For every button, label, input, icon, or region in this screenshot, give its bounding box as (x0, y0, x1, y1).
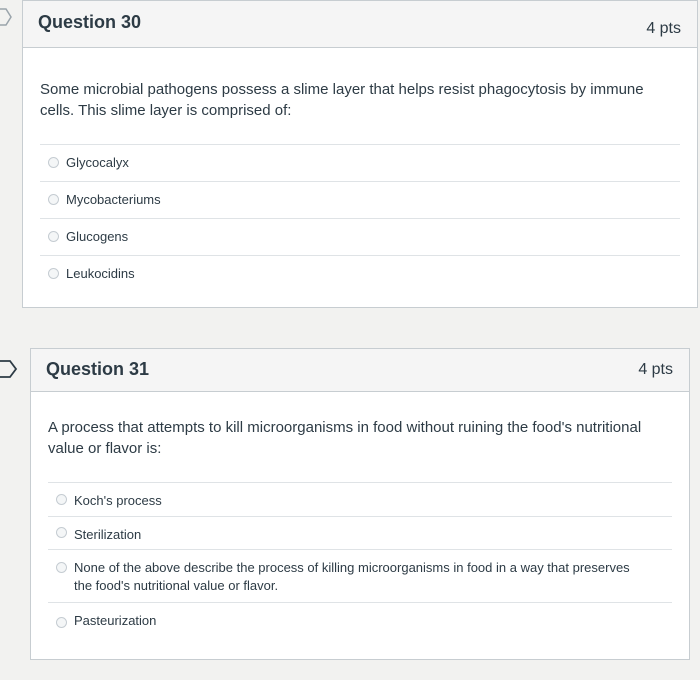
answer-option[interactable] (40, 181, 680, 218)
question-title: Question 31 (46, 359, 150, 379)
radio-icon[interactable] (56, 617, 67, 628)
question-text: A process that attempts to kill microorganisms in food without ruining the food's nutritional value or flavor is: (48, 419, 642, 457)
question-card (30, 348, 690, 660)
radio-icon[interactable] (48, 157, 59, 168)
radio-icon[interactable] (56, 562, 67, 573)
answer-option[interactable] (40, 218, 680, 255)
question-header (31, 349, 689, 392)
answer-option[interactable] (40, 255, 680, 292)
answer-label[interactable]: Glucogens (66, 229, 129, 244)
answer-option[interactable] (48, 516, 672, 549)
answer-label[interactable]: Glycocalyx (66, 155, 129, 170)
answer-list (40, 144, 680, 292)
question-points: 4 pts (646, 20, 681, 37)
answer-list (48, 482, 672, 642)
answer-label[interactable]: Koch's process (74, 493, 162, 508)
question-card (22, 0, 698, 308)
answer-option[interactable] (48, 482, 672, 516)
radio-icon[interactable] (48, 194, 59, 205)
question-header (23, 1, 697, 48)
radio-icon[interactable] (56, 527, 67, 538)
radio-icon[interactable] (48, 231, 59, 242)
radio-icon[interactable] (56, 494, 67, 505)
answer-option[interactable] (48, 549, 672, 602)
answer-label[interactable]: Pasteurization (74, 613, 157, 628)
answer-option[interactable] (40, 144, 680, 181)
question-title: Question 30 (38, 12, 142, 32)
answer-label[interactable]: Sterilization (74, 527, 142, 542)
question-marker-icon (0, 8, 18, 26)
question-text: Some microbial pathogens possess a slime layer that helps resist phagocytosis by immune cells. This slime layer is comprised of: (40, 81, 644, 119)
answer-label[interactable]: None of the above describe the process of killing microorganisms in food in a way that preserves the food's nutritional value or flavor. (74, 560, 630, 593)
answer-label[interactable]: Mycobacteriums (66, 192, 161, 207)
question-points: 4 pts (638, 361, 673, 378)
answer-label[interactable]: Leukocidins (66, 266, 135, 281)
question-marker-icon (0, 360, 18, 378)
radio-icon[interactable] (48, 268, 59, 279)
answer-option[interactable] (48, 602, 672, 642)
